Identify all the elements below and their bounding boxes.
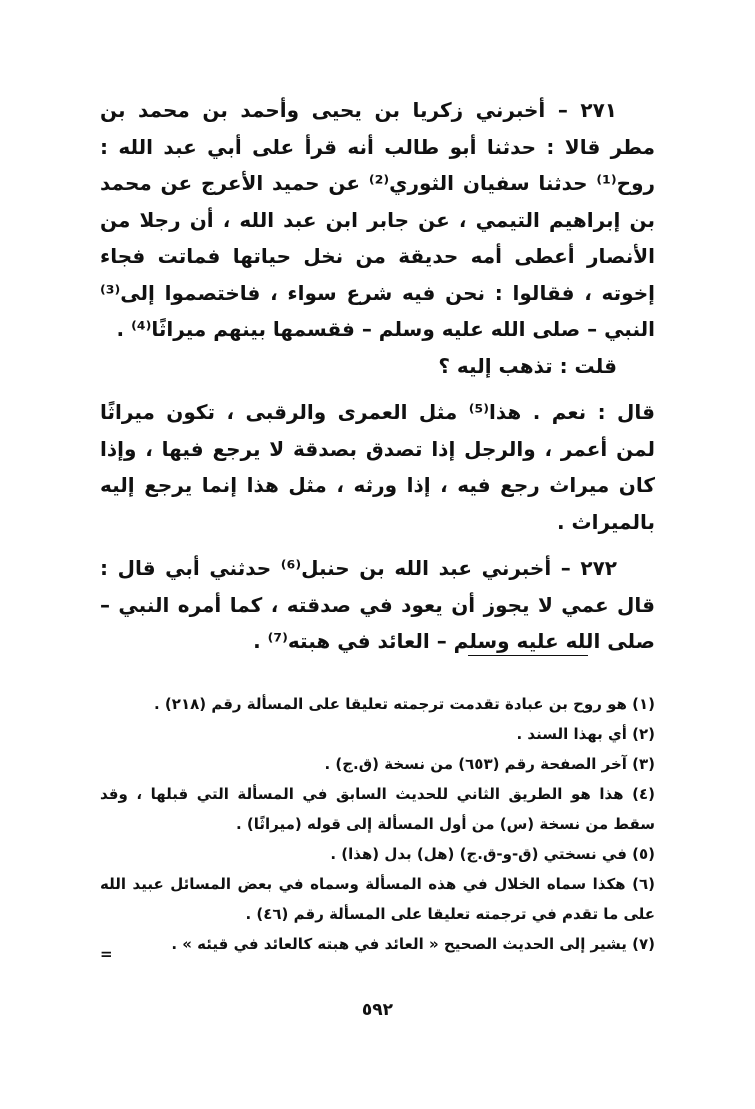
footnote-7: (٧) يشير إلى الحديث الصحيح « العائد في هبته كالعائد في قيئه » .: [171, 935, 655, 953]
page-number: ٥٩٢: [361, 1000, 394, 1020]
footnote-5: (٥) في نسختي (ق-و-ق.ج) (هل) بدل (هذا) .: [330, 845, 655, 863]
footnotes: [100, 689, 655, 959]
paragraph-answer: قال : نعم . هذا⁽⁵⁾ مثل العمرى والرقبى ، تكون ميراثًا لمن أعمر ، والرجل إذا تصدق بصدقة لا يرجع فيها ، وإذا كان ميراث رجع فيه ، إذا ورثه ، مثل هذا إنما يرجع إليه بالميراث .: [100, 400, 655, 534]
footnote-3: (٣) آخر الصفحة رقم (٦٥٣) من نسخة (ق.ج) .: [324, 755, 655, 773]
paragraph-question: قلت : تذهب إليه ؟: [438, 353, 617, 378]
paragraph-hadith-271: ٢٧١ – أخبرني زكريا بن يحيى وأحمد بن محمد بن مطر قالا : حدثنا أبو طالب أنه قرأ على أبي عبد الله : روح⁽¹⁾ حدثنا سفيان الثوري⁽²⁾ عن حميد الأعرج عن محمد بن إبراهيم التيمي ، عن جابر ابن عبد الله ، أن رجلا من الأنصار أعطى أمه حديقة من نخل حياتها فماتت فجاء إخوته ، فقالوا : نحن فيه شرع سواء ، فاختصموا إلى⁽³⁾ النبي – صلى الله عليه وسلم – فقسمها بينهم ميراثًا⁽⁴⁾ .: [100, 98, 656, 341]
main-text: [100, 92, 655, 660]
footnote-4: (٤) هذا هو الطريق الثاني للحديث السابق في المسألة التي قبلها ، وقد سقط من نسخة (س) من أول المسألة إلى قوله (ميراثًا) .: [100, 785, 655, 833]
footnote-2: (٢) أي بهذا السند .: [516, 725, 655, 743]
footnote-6: (٦) هكذا سماه الخلال في هذه المسألة وسماه في بعض المسائل عبيد الله على ما تقدم في ترجمته تعليقا على المسألة رقم (٤٦) .: [100, 875, 655, 923]
footnote-1: (١) هو روح بن عبادة تقدمت ترجمته تعليقا على المسألة رقم (٢١٨) .: [154, 695, 655, 713]
continuation-mark: =: [100, 945, 113, 963]
footnote-separator: [468, 655, 588, 656]
paragraph-hadith-272: ٢٧٢ – أخبرني عبد الله بن حنبل⁽⁶⁾ حدثني أبي قال : قال عمي لا يجوز أن يعود في صدقته ، كما أمره النبي – صلى الله عليه وسلم – العائد في هبته⁽⁷⁾ .: [100, 556, 655, 653]
